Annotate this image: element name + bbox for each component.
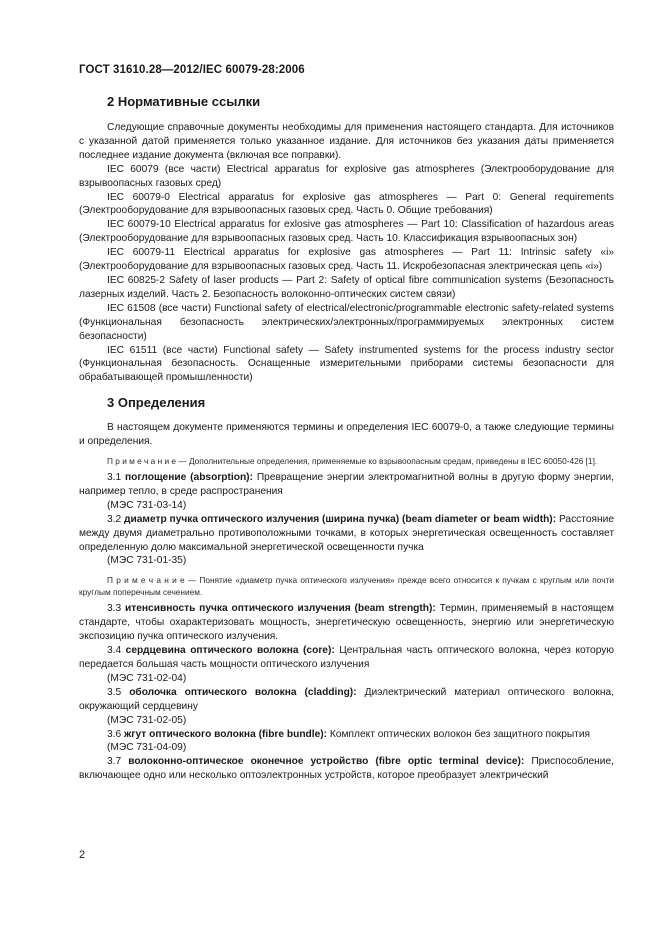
section-3-intro: В настоящем документе применяются термины и определения IEC 60079-0, а также следующие термины и определения. xyxy=(79,422,614,448)
definition-3-3: 3.3 итенсивность пучка оптического излучения (beam strength): Термин, применяемый в настоящем стандарте, чтобы охарактеризовать мощность, энергетическую освещенность, энергию или энергетическую экспозицию пучка оптического излучения. xyxy=(79,603,614,643)
term: итенсивность пучка оптического излучения (beam strength): xyxy=(124,603,436,615)
definition-3-6: 3.6 жгут оптического волокна (fibre bundle): Комплект оптических волокон без защитного покрытия xyxy=(107,728,591,740)
reference-item: IEC 60079-10 Electrical apparatus for exlosive gas atmospheres — Part 10: Classification of hazardous areas (Электрооборудование для взрывоопасных газовых сред. Часть 10. Классификация взрывоопасных зон) xyxy=(79,219,614,245)
note-text: — Понятие «диаметр пучка оптического излучения» прежде всего относится к пучкам с круглым или почти круглым поперечным сечением. xyxy=(79,575,614,598)
page-content xyxy=(79,94,614,783)
definition-3-2: 3.2 диаметр пучка оптического излучения (ширина пучка) (beam diameter or beam width): Расстояние между двумя диаметрально противоположными точками, в которых энергетическая освещенность составляет определенную долю максимальной энергетической освещенности пучка xyxy=(79,513,614,553)
section-2-heading: 2 Нормативные ссылки xyxy=(107,94,261,109)
reference-item: IEC 60825-2 Safety of laser products — Part 2: Safety of optical fibre communication systems (Безопасность лазерных изделий. Часть 2. Безопасность волоконно-оптических систем связи) xyxy=(79,274,614,300)
note-label: П р и м е ч а н и е xyxy=(107,456,177,467)
note-label: П р и м е ч а н и е xyxy=(107,575,185,586)
source-ref: (МЭС 731-04-09) xyxy=(107,742,187,754)
definition-text: Комплект оптических волокон без защитного покрытия xyxy=(329,728,591,740)
standard-header: ГОСТ 31610.28—2012/IEC 60079-28:2006 xyxy=(79,64,305,76)
source-ref: (МЭС 731-01-35) xyxy=(107,555,187,567)
definition-3-4: 3.4 сердцевина оптического волокна (core): Центральная часть оптического волокна, через которую передается большая часть мощности оптического излучения xyxy=(79,645,614,670)
definition-text: Приспособление, включающее одно или несколько оптоэлектронных устройств, которое преобразует электрический xyxy=(79,756,614,782)
reference-item: IEC 60079 (все части) Electrical apparatus for explosive gas atmospheres (Электрооборудование для взрывоопасных газовых сред) xyxy=(79,163,614,189)
note-text: — Дополнительные определения, применяемые ко взрывоопасным средам, приведены в IEC 60050-426 [1]. xyxy=(176,456,598,467)
reference-item: IEC 60079-0 Electrical apparatus for explosive gas atmospheres — Part 0: General requirements (Электрооборудование для взрывоопасных газовых сред. Часть 0. Общие требования) xyxy=(79,191,614,217)
definition-3-1: 3.1 поглощение (absorption): Превращение энергии электромагнитной волны в другую форму энергии, например тепло, в среде распространения xyxy=(79,472,614,497)
term: жгут оптического волокна (fibre bundle): xyxy=(124,728,328,740)
definition-text: Расстояние между двумя диаметрально противоположными точками, в которых энергетическая освещенность составляет определенную долю максимальной энергетической освещенности пучка xyxy=(79,513,614,553)
definition-text: Диэлектрический материал оптического волокна, окружающий сердцевину xyxy=(79,686,614,712)
definition-3-5: 3.5 оболочка оптического волокна (cladding): Диэлектрический материал оптического волокна, окружающий сердцевину xyxy=(79,686,614,712)
definition-text: Термин, применяемый в настоящем стандарте, чтобы охарактеризовать мощность, энергетическую освещенность, энергию или энергетическую экспозицию пучка оптического излучения. xyxy=(79,603,614,643)
term: оболочка оптического волокна (cladding): xyxy=(129,686,357,698)
section-2-intro: Следующие справочные документы необходимы для применения настоящего стандарта. Для источников с указанной датой применяется только указанное издание. Для источников без указания даты применяется последнее издание документа (включая все поправки). xyxy=(79,122,614,161)
definition-text: Превращение энергии электромагнитной волны в другую форму энергии, например тепло, в среде распространения xyxy=(79,472,614,497)
section-3-heading: 3 Определения xyxy=(107,395,206,411)
term: поглощение (absorption): xyxy=(125,472,253,484)
source-ref: (МЭС 731-02-05) xyxy=(107,714,187,726)
source-ref: (МЭС 731-03-14) xyxy=(107,499,187,511)
source-ref: (МЭС 731-02-04) xyxy=(107,672,187,684)
reference-item: IEC 61508 (все части) Functional safety of electrical/electronic/programmable electronic safety-related systems (Функциональная безопасность электрических/электронных/программируемых электронных систем безопасности) xyxy=(79,302,614,342)
page-number: 2 xyxy=(79,849,86,861)
term: диаметр пучка оптического излучения (ширина пучка) (beam diameter or beam width): xyxy=(124,513,557,525)
note-1 xyxy=(79,455,614,467)
definition-text: Центральная часть оптического волокна, через которую передается большая часть мощности оптического излучения xyxy=(79,645,614,670)
note-2 xyxy=(79,574,614,598)
reference-item: IEC 61511 (все части) Functional safety — Safety instrumented systems for the process industry sector (Функциональная безопасность. Оснащенные измерительными приборами системы безопасности для обрабатывающей промышленности) xyxy=(79,344,614,384)
reference-item: IEC 60079-11 Electrical apparatus for explosive gas atmospheres — Part 11: Intrinsic safety «i» (Электрооборудование для взрывоопасных газовых сред. Часть 11. Искробезопасная электрическая цепь «i») xyxy=(79,247,614,273)
term: сердцевина оптического волокна (core): xyxy=(125,645,335,657)
definition-3-7: 3.7 волоконно-оптическое оконечное устройство (fibre optic terminal device): Приспособление, включающее одно или несколько оптоэлектронных устройств, которое преобразует электрический xyxy=(79,756,614,782)
term: волоконно-оптическое оконечное устройство (fibre optic terminal device): xyxy=(128,756,525,768)
